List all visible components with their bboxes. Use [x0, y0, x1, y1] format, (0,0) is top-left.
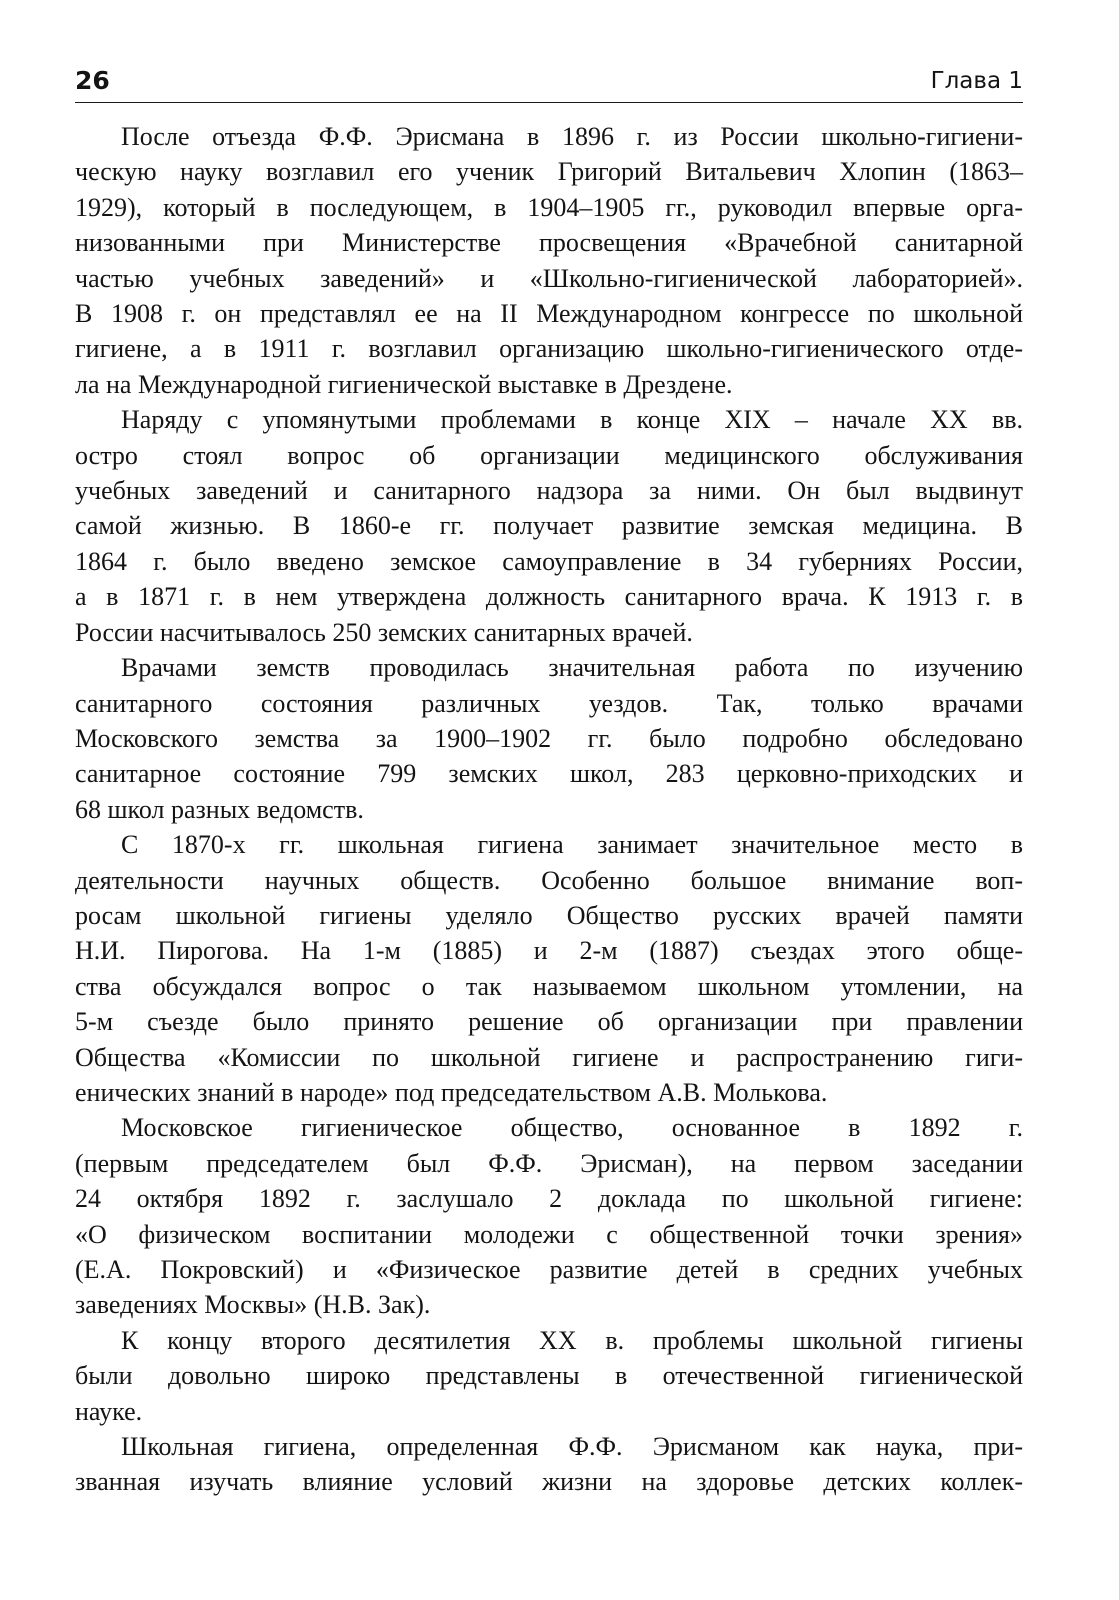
- text-line: частью учебных заведений» и «Школьно-гигиенической лабораторией».: [75, 263, 1023, 293]
- text-line: (Е.А. Покровский) и «Физическое развитие детей в средних учебных: [75, 1255, 1023, 1284]
- paragraph: [75, 402, 1023, 650]
- paragraph: [75, 827, 1023, 1110]
- text-line: 1929), который в последующем, в 1904–1905 гг., руководил впервые орга-: [75, 192, 1023, 222]
- running-header: [75, 62, 1023, 103]
- text-line: учебных заведений и санитарного надзора за ними. Он был выдвинут: [75, 476, 1023, 506]
- paragraph: [75, 1323, 1023, 1429]
- text-line: самой жизнью. В 1860-е гг. получает развитие земская медицина. В: [75, 511, 1023, 541]
- body-text: [75, 119, 1023, 1500]
- text-line: ла на Международной гигиенической выставке в Дрездене.: [75, 369, 733, 399]
- text-line: Общества «Комиссии по школьной гигиене и распространению гиги-: [75, 1042, 1023, 1072]
- text-line: (первым председателем был Ф.Ф. Эрисман), на первом заседании: [75, 1148, 1023, 1178]
- text-line: Школьная гигиена, определенная Ф.Ф. Эрисманом как наука, при-: [121, 1432, 1023, 1462]
- text-line: а в 1871 г. в нем утверждена должность санитарного врача. К 1913 г. в: [75, 582, 1023, 612]
- text-line: К концу второго десятилетия XX в. проблемы школьной гигиены: [121, 1325, 1023, 1355]
- text-line: санитарного состояния различных уездов. Так, только врачами: [75, 688, 1023, 718]
- text-line: ства обсуждался вопрос о так называемом школьном утомлении, на: [75, 971, 1023, 1001]
- text-line: деятельности научных обществ. Особенно большое внимание воп-: [75, 865, 1023, 895]
- text-line: 1864 г. было введено земское самоуправление в 34 губерниях России,: [75, 546, 1023, 576]
- page-number: 26: [75, 66, 110, 95]
- text-line: науке.: [75, 1396, 143, 1426]
- paragraph: [75, 1110, 1023, 1322]
- text-line: Наряду с упомянутыми проблемами в конце XIX – начале XX вв.: [121, 405, 1023, 435]
- text-line: гигиене, а в 1911 г. возглавил организацию школьно-гигиенического отде-: [75, 334, 1023, 364]
- text-line: С 1870-х гг. школьная гигиена занимает значительное место в: [121, 830, 1023, 860]
- text-line: «О физическом воспитании молодежи с общественной точки зрения»: [75, 1219, 1023, 1249]
- paragraph: [75, 119, 1023, 402]
- text-line: заведениях Москвы» (Н.В. Зак).: [75, 1290, 431, 1320]
- text-line: России насчитывалось 250 земских санитарных врачей.: [75, 617, 693, 647]
- paragraph: [75, 650, 1023, 827]
- text-line: санитарное состояние 799 земских школ, 283 церковно-приходских и: [75, 759, 1023, 789]
- text-line: остро стоял вопрос об организации медицинского обслуживания: [75, 440, 1023, 470]
- text-line: 24 октября 1892 г. заслушало 2 доклада по школьной гигиене:: [75, 1184, 1023, 1214]
- text-line: ческую науку возглавил его ученик Григорий Витальевич Хлопин (1863–: [75, 157, 1023, 187]
- text-line: 68 школ разных ведомств.: [75, 794, 364, 824]
- chapter-label: Глава 1: [930, 68, 1023, 94]
- text-line: 5-м съезде было принято решение об организации при правлении: [75, 1007, 1023, 1037]
- text-line: званная изучать влияние условий жизни на здоровье детских коллек-: [75, 1467, 1023, 1497]
- text-line: В 1908 г. он представлял ее на II Международном конгрессе по школьной: [75, 299, 1023, 329]
- paragraph: [75, 1429, 1023, 1500]
- text-line: енических знаний в народе» под председательством А.В. Молькова.: [75, 1077, 828, 1107]
- text-line: были довольно широко представлены в отечественной гигиенической: [75, 1361, 1023, 1391]
- text-line: Врачами земств проводилась значительная работа по изучению: [121, 653, 1023, 683]
- text-line: После отъезда Ф.Ф. Эрисмана в 1896 г. из России школьно-гигиени-: [121, 122, 1023, 151]
- text-line: Московское гигиеническое общество, основанное в 1892 г.: [121, 1113, 1023, 1143]
- text-line: Московского земства за 1900–1902 гг. было подробно обследовано: [75, 723, 1023, 753]
- text-line: низованными при Министерстве просвещения «Врачебной санитарной: [75, 228, 1023, 258]
- text-line: Н.И. Пирогова. На 1-м (1885) и 2-м (1887) съездах этого обще-: [75, 936, 1023, 966]
- text-line: росам школьной гигиены уделяло Общество русских врачей памяти: [75, 900, 1023, 930]
